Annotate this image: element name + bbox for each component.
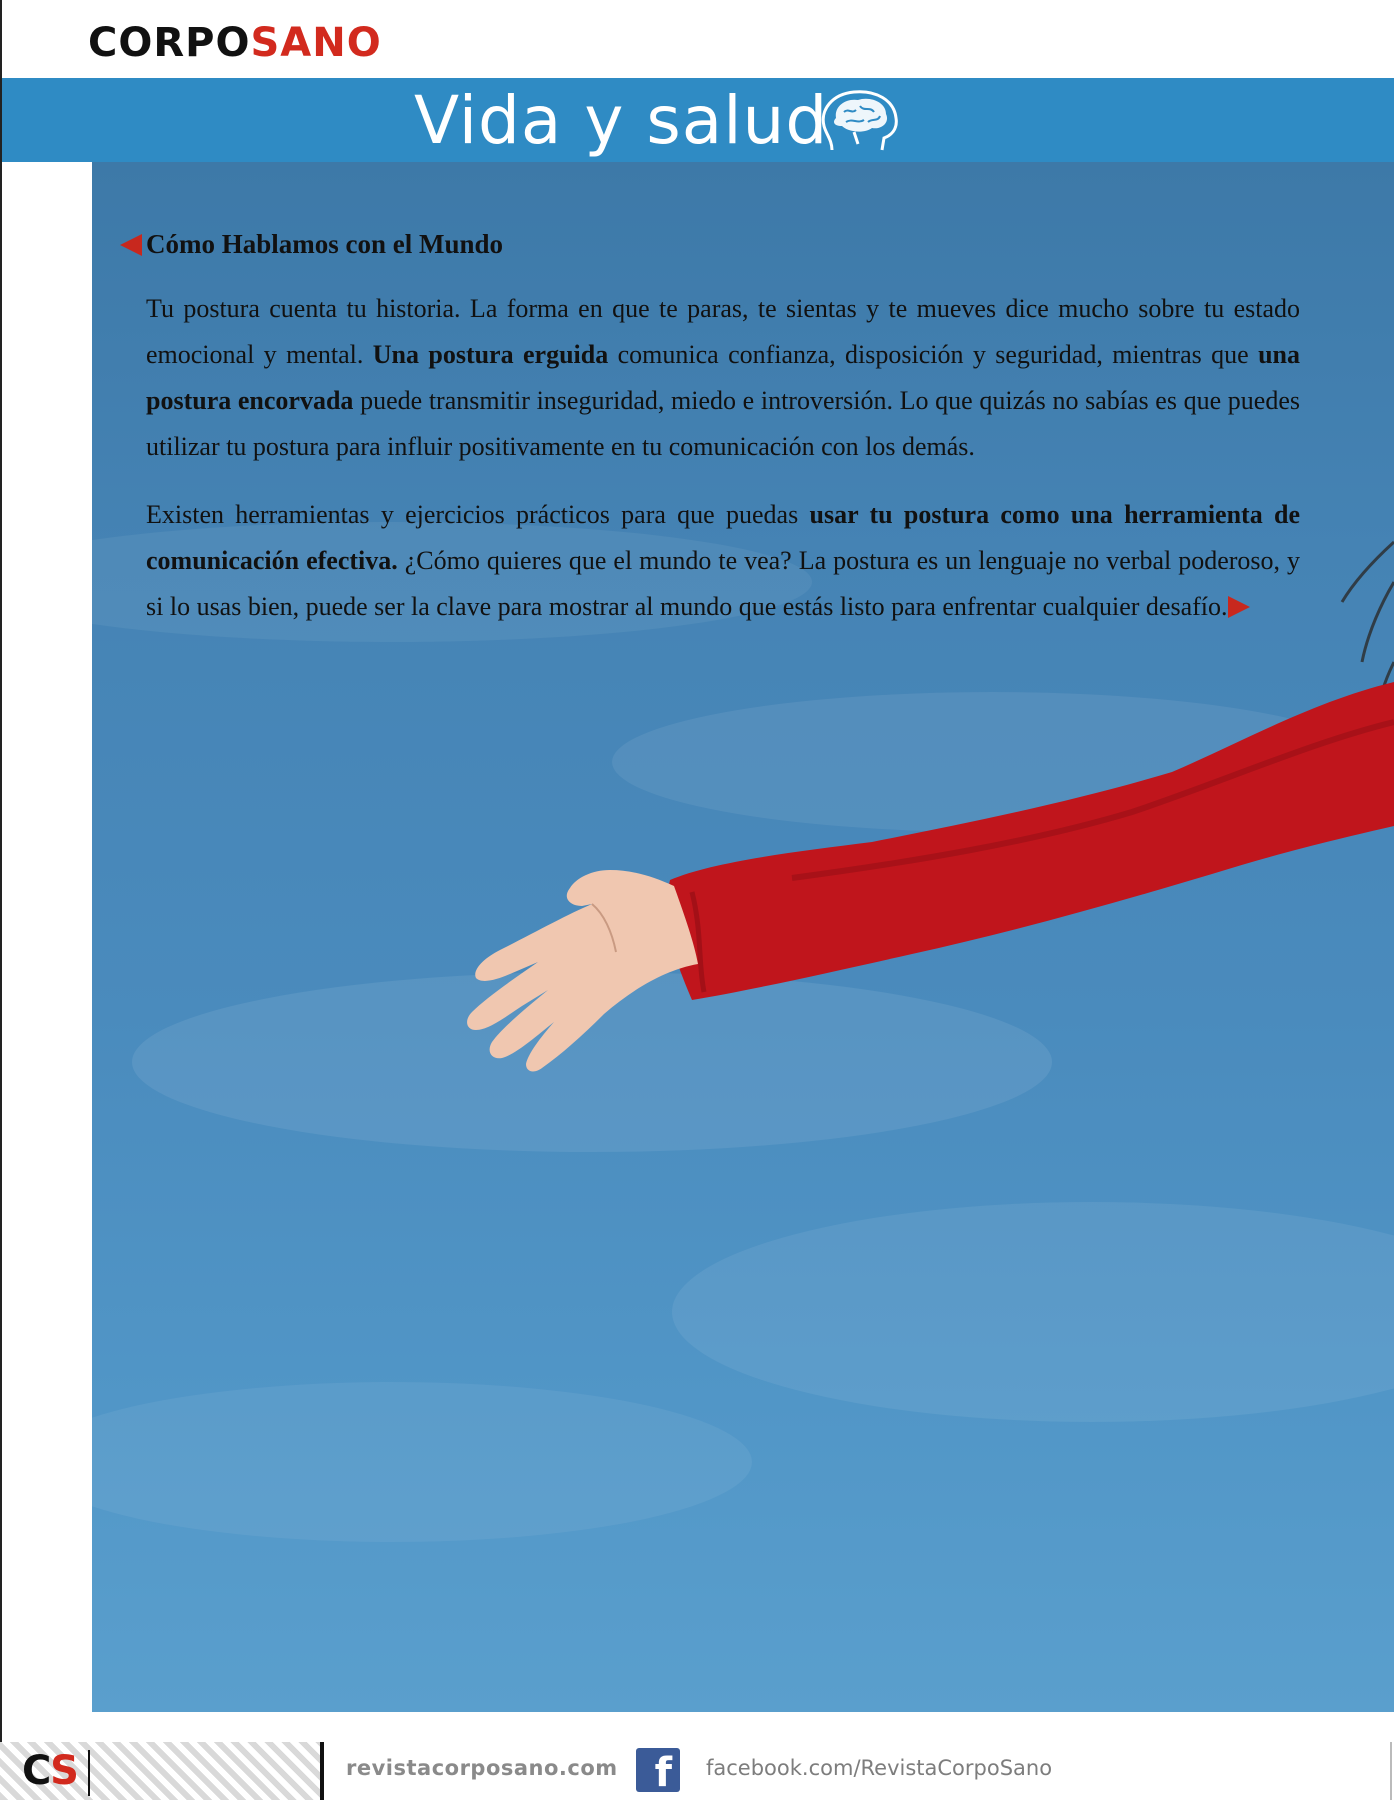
footer-website-link[interactable]: revistacorposano.com: [346, 1756, 618, 1780]
logo-sano: SANO: [250, 20, 382, 66]
logo-corpo: CORPO: [88, 20, 251, 66]
article-body: [146, 224, 1300, 652]
corposano-logo: [88, 20, 382, 66]
p1-bold-1: Una postura erguida: [372, 340, 609, 369]
end-marker-icon: [1228, 596, 1250, 618]
p2-text-2: ¿Cómo quieres que el mundo te vea? La postura es un lenguaje no verbal poderoso, y si lo usas bien, puede ser la clave para mostrar al mundo que estás listo para enfrentar cualquier desafío.: [146, 546, 1301, 621]
p2-bold-1: usar tu postura como una herramienta de comunicación efectiva.: [146, 500, 1300, 575]
footer-facebook-link[interactable]: facebook.com/RevistaCorpoSano: [706, 1756, 1053, 1780]
heading-marker-icon: [120, 234, 142, 256]
footer-cs-s: S: [50, 1748, 77, 1794]
brain-head-icon: [818, 88, 900, 154]
article-heading-text: Cómo Hablamos con el Mundo: [146, 229, 504, 259]
p1-text-1: Tu postura cuenta tu historia. La forma en que te paras, te sientas y te mueves dice mucho sobre tu estado emocional y mental.: [146, 294, 1300, 369]
p2-text-1: Existen herramientas y ejercicios prácticos para que puedas: [146, 500, 810, 529]
footer-divider: [88, 1750, 90, 1796]
p1-text-3: puede transmitir inseguridad, miedo e introversión. Lo que quizás no sabías es que puedes utilizar tu postura para influir positivamente en tu comunicación con los demás.: [146, 386, 1300, 461]
footer-divider-thick: [320, 1742, 324, 1800]
paragraph-1: [146, 286, 1300, 470]
p1-bold-2: una postura encorvada: [146, 340, 1300, 415]
paragraph-2: [146, 492, 1300, 630]
footer-cs-logo: [22, 1748, 77, 1794]
article-heading: [146, 224, 1300, 264]
section-title: Vida y salud: [414, 81, 829, 159]
p1-text-2: comunica confianza, disposición y seguridad, mientras que: [608, 340, 1259, 369]
footer-right-rule: [1390, 1742, 1392, 1800]
facebook-icon[interactable]: f: [636, 1748, 680, 1792]
page-left-border: [0, 0, 2, 1800]
footer-cs-c: C: [22, 1748, 51, 1794]
